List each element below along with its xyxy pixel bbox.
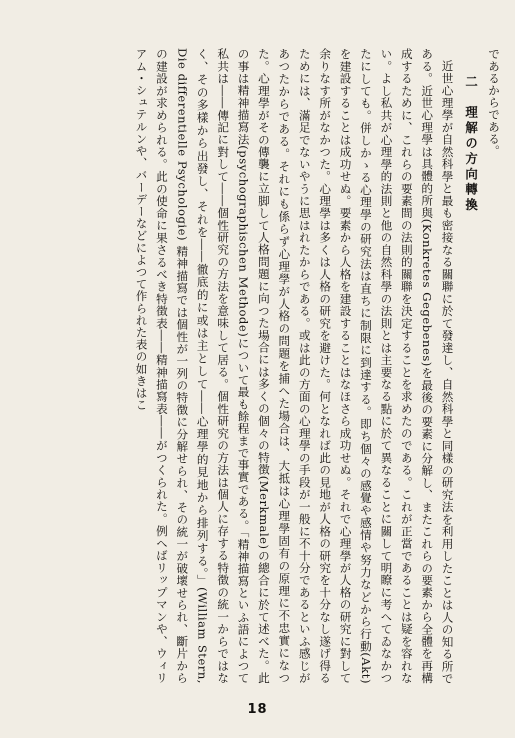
vertical-text-body [18,48,504,684]
opening-line: であるからである。 [487,48,501,157]
section-heading: 二 理解の方向轉換 [463,75,479,214]
page-number: 18 [247,702,268,717]
body-paragraph: 近世心理學が自然科學と最も密接なる關聯に於て發達し、自然科學と同樣の研究法を利用したことは人の知る所である。近世心理學は具體的所與(Konkretes Gegebenes)を最後の要素に分解し、またこれらの要素から全體を再構成するために、これらの要素間の法則的關聯を決定することを求めたのである。これが正當であることは疑を容れない。よし私共が心理學的法則と他の自然科學の法則とは主要なる點に於て異なることに關して明瞭に考へてゐなかつたにしても。併しかゝる心理學の研究法は直ちに制限に到達する。即ち個々の感覺や感情や努力などから行動(Akt)を建設することは成功せぬ。要素から人格を建設することはなほさら成功せぬ。それで心理學が人格の研究に對して余りなす所がなかつた。心理學は多くは人格の研究を避けた。何となれば此の見地が人格の研究を十分なし遂げ得るためには、滿足でないやうに思はれたからである。或は此の方面の心理學の手段が一般に不十分であるといふ感じがあつたからである。それにも係らず心理學が人格の問題を捕へた場合は、大抵は心理學固有の原理に不忠實になつた。心理學がその傳襲に立脚して人格問題に向つた場合には多くの個々の特徴(Merkmale)の總合に於て述べた。此の事は精神描寫法(psychographischen Methode)について最も餘程まで事實である。「精神描寫といふ語によつて私共は――傳記に對して――個性研究の方法を意味して居る。個性研究の方法は個人に存する特徴の統一からではなく、その多樣から出發し、それを――徹底的に或は主として――心理學的見地から排列する。」(William Stern, Die differentielle Psychologie) 精神描寫では個性が一列の特徴に分解せられ、その統一が破壞せられ、斷片からの建設が求められる。此の使命に果さるべき特徴表――精神描寫表――がつくられた。例へばリップマンや、ウィリアム・シュテルンや、バーデーなどによつて作られた表の如きはこ [134,48,455,684]
